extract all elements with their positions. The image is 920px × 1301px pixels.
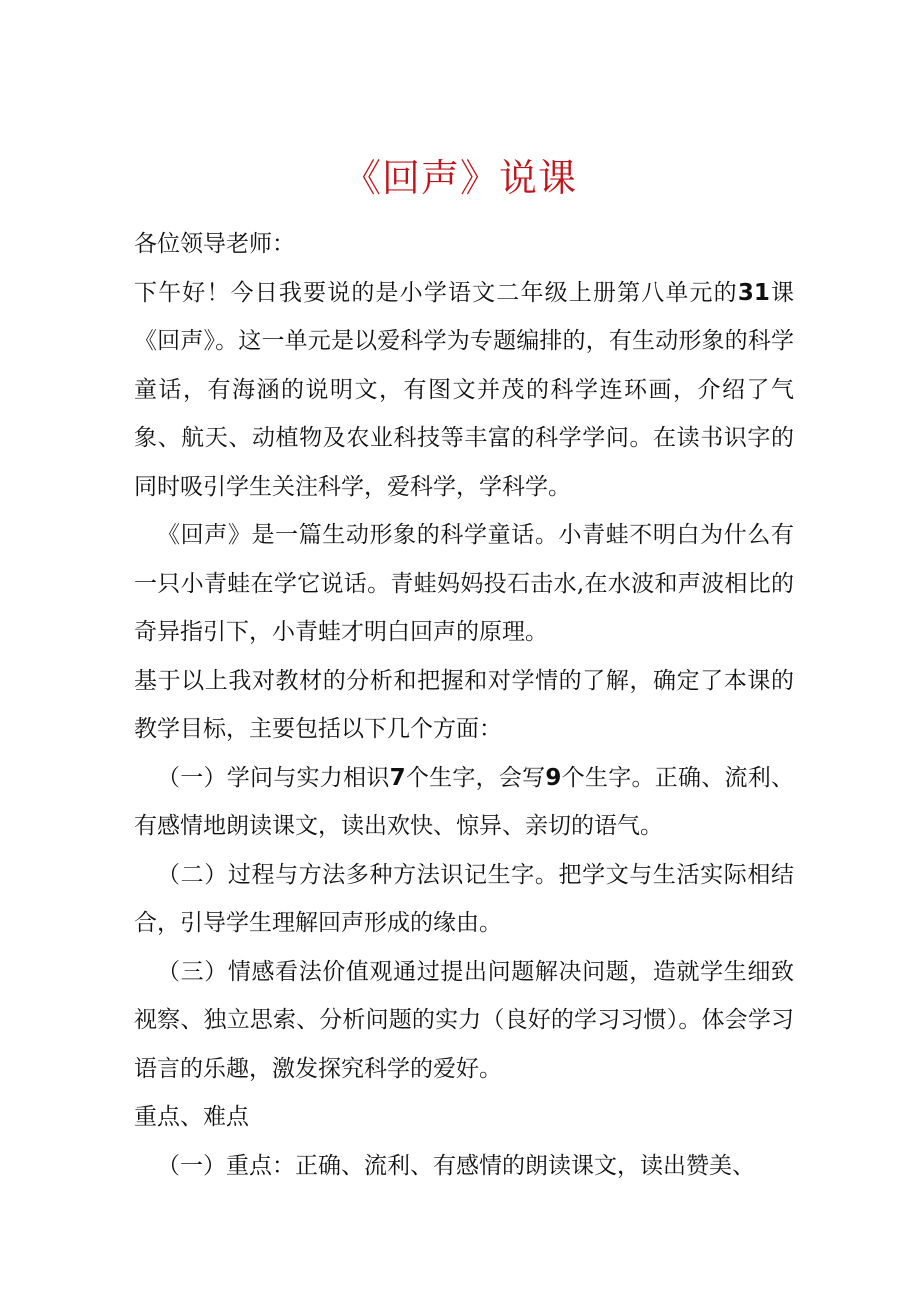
intro-paragraph — [134, 269, 794, 512]
goal-knowledge-paragraph — [134, 754, 794, 851]
goal1-recognize-count: 7 — [389, 764, 406, 791]
key-points-heading: 重点、难点 — [134, 1104, 249, 1130]
intro-text-end: 课《回声》。这一单元是以爱科学为专题编排的，有生动形象的科学童话，有海涵的说明文，有图文并茂的科学连环画，介绍了气象、航天、动植物及农业科技等丰富的科学学问。在读书识字的同时吸引学生关注科学，爱科学，学科学。 — [134, 279, 795, 500]
basis-paragraph: 基于以上我对教材的分析和把握和对学情的了解，确定了本课的教学目标，主要包括以下几个方面： — [134, 667, 794, 742]
goal-emotion-paragraph: （三）情感看法价值观通过提出问题解决问题，造就学生细致视察、独立思索、分析问题的实力（良好的学习习惯）。体会学习语言的乐趣，激发探究科学的爱好。 — [134, 958, 794, 1082]
document-body — [134, 220, 794, 1190]
key-point-paragraph: （一）重点：正确、流利、有感情的朗读课文，读出赞美、 — [157, 1152, 755, 1179]
goal1-write-count: 9 — [545, 764, 562, 791]
goal1-text-b: 个生字，会写 — [405, 764, 546, 791]
goal1-text-a: （一）学问与实力相识 — [157, 764, 390, 791]
page-title: 《回声》说课 — [342, 156, 577, 200]
lesson-number: 31 — [737, 279, 770, 306]
goal1-text-c: 个生字。正确、流利、有感情地朗读课文，读出欢快、惊异、亲切的语气。 — [134, 764, 795, 839]
intro-text-start: 下午好！今日我要说的是小学语文二年级上册第八单元的 — [134, 279, 738, 306]
greeting-paragraph: 各位领导老师： — [134, 231, 295, 257]
goal-process-paragraph: （二）过程与方法多种方法识记生字。把学文与生活实际相结合，引导学生理解回声形成的缘由。 — [134, 861, 794, 936]
story-paragraph: 《回声》是一篇生动形象的科学童话。小青蛙不明白为什么有一只小青蛙在学它说话。青蛙妈妈投石击水,在水波和声波相比的奇异指引下，小青蛙才明白回声的原理。 — [134, 522, 794, 645]
